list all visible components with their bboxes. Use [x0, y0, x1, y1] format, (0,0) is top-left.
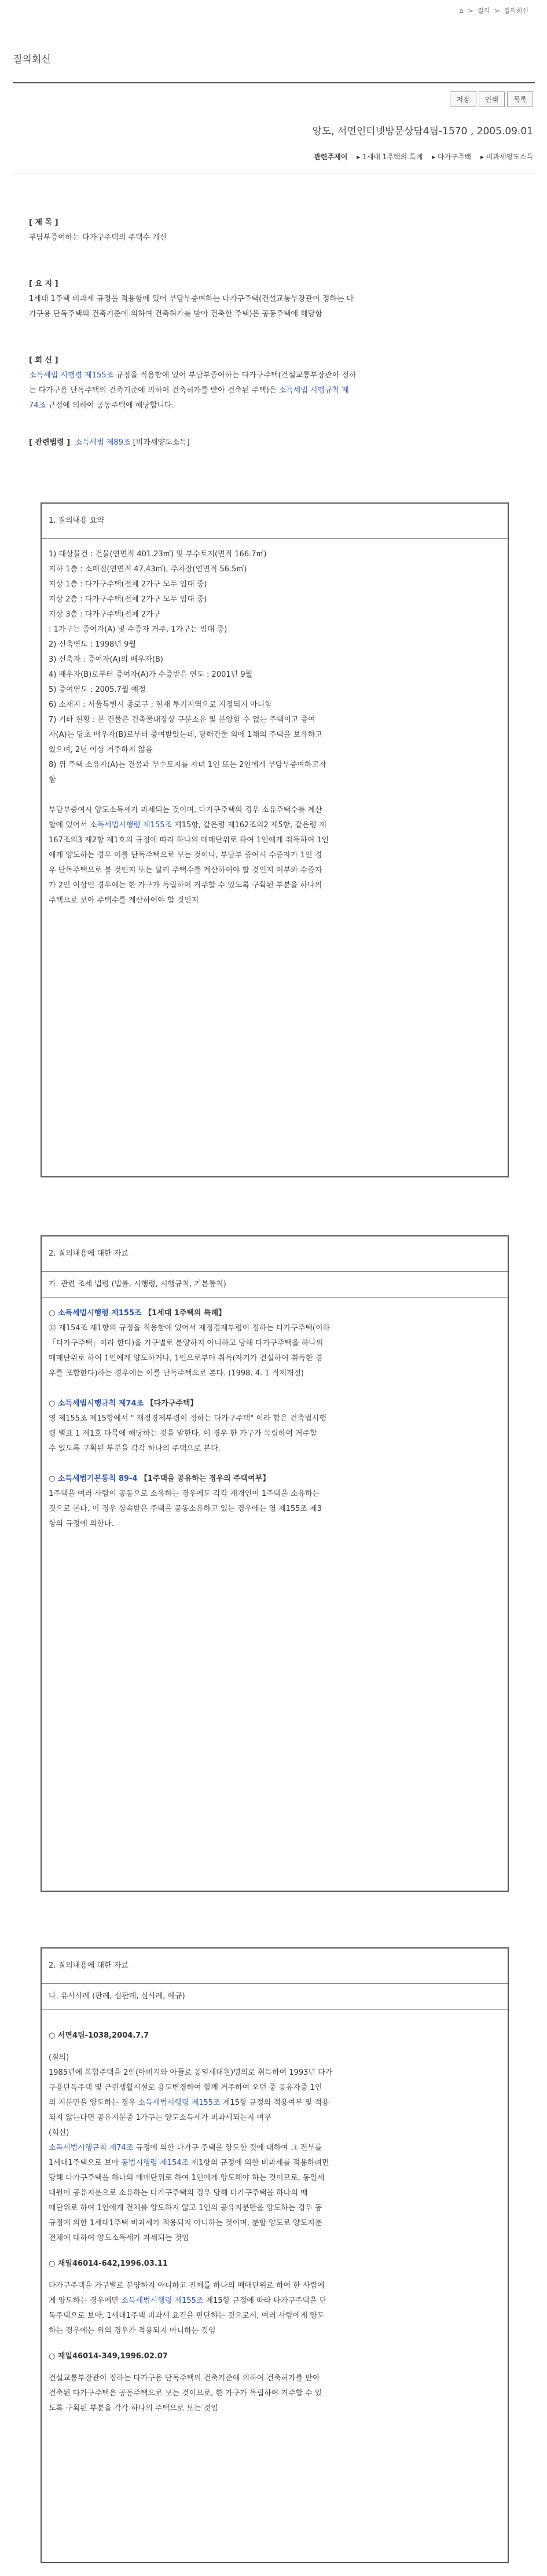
body-line: 2) 신축연도 : 1998년 9월 [49, 640, 136, 649]
action-buttons [450, 91, 533, 107]
law-link[interactable]: 소득세법 제89조 [75, 438, 131, 447]
query-summary-box [41, 502, 509, 1177]
list-button[interactable]: 목록 [507, 91, 533, 107]
title-heading: [ 제 목 ] [29, 218, 58, 227]
body-line: 있으며, 2년 이상 거주하지 않음 [49, 746, 153, 754]
body-line: 건설교통부장관이 정하는 다가구용 단독주택의 건축기준에 의하여 건축허가를 받아 [49, 2374, 320, 2383]
law-link[interactable]: 소득세법시행규칙 제74조 [57, 1399, 144, 1408]
body-line: 것으로 본다. 이 경우 상속받은 주택을 공동소유하고 있는 경우에는 영 제155조 제3 [49, 1504, 322, 1513]
related-topics [314, 152, 533, 162]
print-button[interactable]: 인쇄 [479, 91, 505, 107]
law-item-title: ○ 소득세법기본통칙 89-4 【1주택을 공유하는 경우의 주택여부】 [49, 1474, 270, 1483]
body-line: (질의) [49, 2053, 69, 2062]
law-link[interactable]: 소득세법시행규칙 제74조 [49, 2144, 134, 2152]
body-line: 소득세법시행규칙 제74조 규정에 의한 다가구 주택을 양도한 것에 대하여 그 전부를 [49, 2144, 322, 2152]
body-line: 1985년에 복합주택을 2인(아버지와 아들로 동일세대원)명의로 취득하여 1993년 다가 [49, 2068, 333, 2077]
reply-section [29, 353, 518, 413]
related-law-heading: [ 관련법령 ] [29, 438, 71, 447]
body-line: 매매단위로 하여 1인에게 양도하거나, 1인으로부터 취득(자기가 건설하여 취득한 경 [49, 1354, 323, 1363]
box-body [42, 539, 508, 916]
breadcrumb-item-reply[interactable]: 질의회신 [504, 7, 528, 14]
law-link[interactable]: 소득세법 시행령 제155조 [29, 371, 114, 380]
law-link[interactable]: 소득세법기본통칙 89-4 [57, 1474, 138, 1483]
law-item-title: ○ 소득세법시행령 제155조 【1세대 1주택의 특례】 [49, 1309, 226, 1318]
title-section [29, 215, 518, 245]
related-law [29, 435, 518, 450]
breadcrumb-sep: > [494, 7, 500, 14]
body-line: 영 제155조 제15항에서 " 재정경제부령이 정하는 다가구주택" 이라 함은 건축법시행 [49, 1414, 326, 1423]
body-line: 지하 1층 : 소매점(연면적 47.43㎡), 주차장(연면적 56.5㎡) [49, 565, 247, 574]
breadcrumb-sep: > [468, 7, 473, 14]
box-subheading: 가. 관련 조세 법령 (법률, 시행령, 시행규칙, 기본통칙) [42, 1272, 508, 1298]
law-item-title: ○ 소득세법시행규칙 제74조 【다가구주택】 [49, 1399, 198, 1408]
law-link[interactable]: 소득세법시행령 제155조 [90, 821, 172, 830]
case-title: ○ 재일46014-349,1996.02.07 [49, 2352, 168, 2361]
body-line: 할에 있어서 소득세법시행령 제155조 제15항, 같은령 제162조의2 제5항, 같은령 제 [49, 821, 326, 830]
body-line: ⑬ 제154조 제1항의 규정을 적용함에 있어서 재정경제부령이 정하는 다가구주택(이하 [49, 1324, 331, 1333]
title-divider [13, 82, 535, 83]
summary-line: 1세대 1주택 비과세 규정을 적용함에 있어 부담부증여하는 다가구주택(건설교통부장관이 정하는 다 [29, 295, 354, 303]
body-line: 매단위로 하여 1인에게 전체를 양도하지 않고 1인의 공유지분만을 양도하는 경우 동 [49, 2204, 322, 2212]
box-heading: 2. 질의내용에 대한 자료 [42, 1236, 508, 1272]
body-line: 6) 소재지 : 서울특별시 종로구 ; 현재 투기지역으로 지정되지 아니함 [49, 700, 272, 709]
body-line: 령 별표 1 제1호 다목에 해당하는 것을 말한다. 이 경우 한 가구가 독립하여 거주할 [49, 1429, 317, 1438]
body-line: 되지 않는다면 공유지분중 1가구는 양도소득세가 비과세되는지 여부 [49, 2113, 271, 2122]
law-link[interactable]: 소득세법시행령 제155조 [138, 2098, 221, 2107]
save-button[interactable]: 저장 [450, 91, 476, 107]
body-line: 7) 기타 현황 : 본 건물은 건축물대장상 구분소유 및 분양할 수 없는 주택이고 증여 [49, 715, 315, 724]
breadcrumb-item-query[interactable]: 질의 [478, 7, 490, 14]
box-body [42, 1298, 508, 1555]
home-icon[interactable]: ⌂ [459, 7, 464, 14]
body-line: 「다가구주택」이라 한다)을 가구별로 분양하지 아니하고 당해 다가구주택을 하나의 [49, 1339, 324, 1348]
similar-cases-box [41, 1947, 509, 2563]
body-line: 5) 증여연도 : 2005.7월 예정 [49, 685, 146, 694]
body-line: 1주택을 여러 사람이 공동으로 소유하는 경우에도 각각 계개인이 1주택을 소유하는 [49, 1489, 320, 1498]
body-line: 전체에 대하여 양도소득세가 과세되는 것임 [49, 2234, 189, 2243]
body-line: : 1가구는 증여자(A) 및 수증자 거주, 1가구는 임대 중) [49, 625, 227, 634]
body-line: 3) 신축자 : 증여자(A)의 배우자(B) [49, 655, 163, 664]
body-line: 당해 다가구주택을 하나의 매매단위로 하여 1인에게 양도해야 하는 것이므로, 동일세 [49, 2174, 325, 2182]
breadcrumb [457, 6, 528, 15]
body-line: 우를 포함한다)하는 경우에는 이를 단독주택으로 본다. (1998. 4. 1 직제개정) [49, 1369, 304, 1378]
body-line: 지상 3층 : 다가구주택(전체 2가구 [49, 610, 161, 619]
body-line: 게 양도하는 경우에만 소득세법시행령 제155조 제15항 규정에 따라 다가구주택을 단 [49, 2296, 327, 2305]
summary-heading: [ 요 지 ] [29, 280, 58, 288]
body-line: (회신) [49, 2129, 69, 2137]
body-line: 167조의3 제2항 제1호의 규정에 따라 하나의 매매단위로 하여 1인에게 취득하여 1인 [49, 836, 329, 845]
title-text: 부담부증여하는 다가구주택의 주택수 계산 [29, 233, 167, 242]
case-title: ○ 재일46014-642,1996.03.11 [49, 2259, 168, 2268]
body-line: 가 2인 이상인 경우에는 한 가구가 독립하여 거주할 수 있도록 구획된 부분을 하나의 [49, 881, 322, 890]
reply-heading: [ 회 신 ] [29, 356, 58, 365]
body-line: 지상 1층 : 다가구주택(전체 2가구 모두 임대 중) [49, 580, 207, 589]
body-line: 도록 구획된 부분을 각각 하나의 주택으로 보는 것임 [49, 2404, 218, 2413]
body-line: 함 [49, 776, 56, 784]
related-topics-label: 관련주제어 [314, 153, 348, 161]
related-law-box [41, 1235, 509, 1892]
body-line [49, 788, 501, 803]
body-line: 에게 양도하는 경우 이를 단독주택으로 보는 것이나, 부담부 증여시 수증자가 1인 경 [49, 851, 322, 860]
body-line: 다가구주택을 가구별로 분양하지 아니하고 전체를 하나의 매매단위로 하여 한 사람에 [49, 2281, 325, 2290]
box-body [42, 2010, 508, 2424]
related-law-suffix: [비과세양도소득] [133, 438, 190, 447]
body-line: 건축된 다가구주택은 공동주택으로 보는 것이므로, 한 가구가 독립하여 거주할 수 있 [49, 2389, 322, 2398]
body-line: 부담부증여시 양도소득세가 과세되는 것이며, 다가구주택의 경우 소유주택수를 계산 [49, 806, 322, 814]
law-link[interactable]: 소득세법시행령 제155조 [121, 2296, 204, 2305]
reply-text: 소득세법 시행령 제155조 규정을 적용함에 있어 부담부증여하는 다가구주택(건설교통부장관이 정하 [29, 371, 357, 380]
law-link[interactable]: 소득세법 시행규칙 제 [278, 386, 349, 395]
body-line: 8) 위 주택 소유자(A)는 건물과 부수토지를 자녀 1인 또는 2인에게 부담부증여하고자 [49, 761, 326, 769]
law-link[interactable]: 소득세법시행령 제155조 [57, 1309, 142, 1318]
reply-text: 는 다가구용 단독주택의 건축기준에 의하여 건축허가를 받아 건축된 주택)은 소득세법 시행규칙 제 [29, 386, 349, 395]
document-header-info: 양도, 서면인터넷방문상담4팀-1570 , 2005.09.01 [312, 126, 533, 137]
body-line: 독주택으로 보아, 1세대1주택 비과세 요건을 판단하는 것으로서, 여러 사람에게 양도 [49, 2311, 325, 2320]
body-line: 대원이 공유지분으로 소유하는 다가구주택의 경우 당해 다가구주택을 하나의 매 [49, 2189, 308, 2197]
topic-link-3[interactable]: ▸ 비과세양도소득 [480, 153, 533, 161]
case-title: ○ 서면4팀-1038,2004.7.7 [49, 2031, 149, 2040]
body-line: 규정에 의한 1세대1주택 비과세가 적용되지 아니하는 것이며, 분할 양도로 양도지분 [49, 2219, 322, 2228]
body-line: 1) 대상물건 : 건물(연면적 401.23㎡) 및 부수토지(면적 166.7㎡) [49, 550, 267, 559]
body-line: 우 단독주택으로 볼 것인지 또는 달리 주택수를 계산하여야 할 것인지 여부와 수증자 [49, 866, 322, 875]
summary-section [29, 277, 518, 322]
body-line: 하는 경우에는 위의 경우가 적용되지 아니하는 것임 [49, 2327, 216, 2335]
body-line: 1세대1주택으로 보아 동법시행령 제154조 제1항의 규정에 의한 비과세를 적용하려면 [49, 2159, 329, 2167]
body-line: 자(A)는 당초 배우자(B)로부터 증여받았는데, 당해건물 외에 1채의 주택을 보유하고 [49, 731, 322, 739]
body-line: 구용단독주택 및 근린생활시설로 용도변경하여 함께 거주하여 오던 중 공유자중 1인 [49, 2083, 322, 2092]
body-line: 주택으로 보아 주택수를 계산하여야 할 것인지 [49, 896, 199, 905]
body-line: 의 지분만을 양도하는 경우 소득세법시행령 제155조 제15항 규정의 적용여부 및 적용 [49, 2098, 329, 2107]
law-link[interactable]: 동법시행령 제154조 [121, 2159, 189, 2167]
box-subheading: 나. 유사사례 (판례, 심판례, 심사례, 예규) [42, 1984, 508, 2010]
body-line: 지상 2층 : 다가구주택(전체 2가구 모두 임대 중) [49, 595, 207, 604]
law-link[interactable]: 74조 [29, 401, 46, 410]
box-heading: 1. 질의내용 요약 [42, 504, 508, 539]
topic-link-2[interactable]: ▸ 다가구주택 [432, 153, 471, 161]
body-line: 항의 규정에 의한다. [49, 1520, 114, 1528]
body-line: 4) 배우자(B)로부터 증여자(A)가 수증받은 연도 : 2001년 9월 [49, 670, 253, 679]
body-line: 수 있도록 구획된 부분을 각각 하나의 주택으로 본다. [49, 1444, 221, 1453]
summary-line: 가구용 단독주택의 건축기준에 의하여 건축허가를 받아 건축한 주택)은 공동주택에 해당함 [29, 310, 322, 318]
reply-text: 74조 규정에 의하여 공동주택에 해당합니다. [29, 401, 174, 410]
page-title: 질의회신 [13, 54, 51, 65]
topic-link-1[interactable]: ▸ 1세대 1주택의 특례 [357, 153, 423, 161]
box-heading: 2. 질의내용에 대한 자료 [42, 1948, 508, 1984]
